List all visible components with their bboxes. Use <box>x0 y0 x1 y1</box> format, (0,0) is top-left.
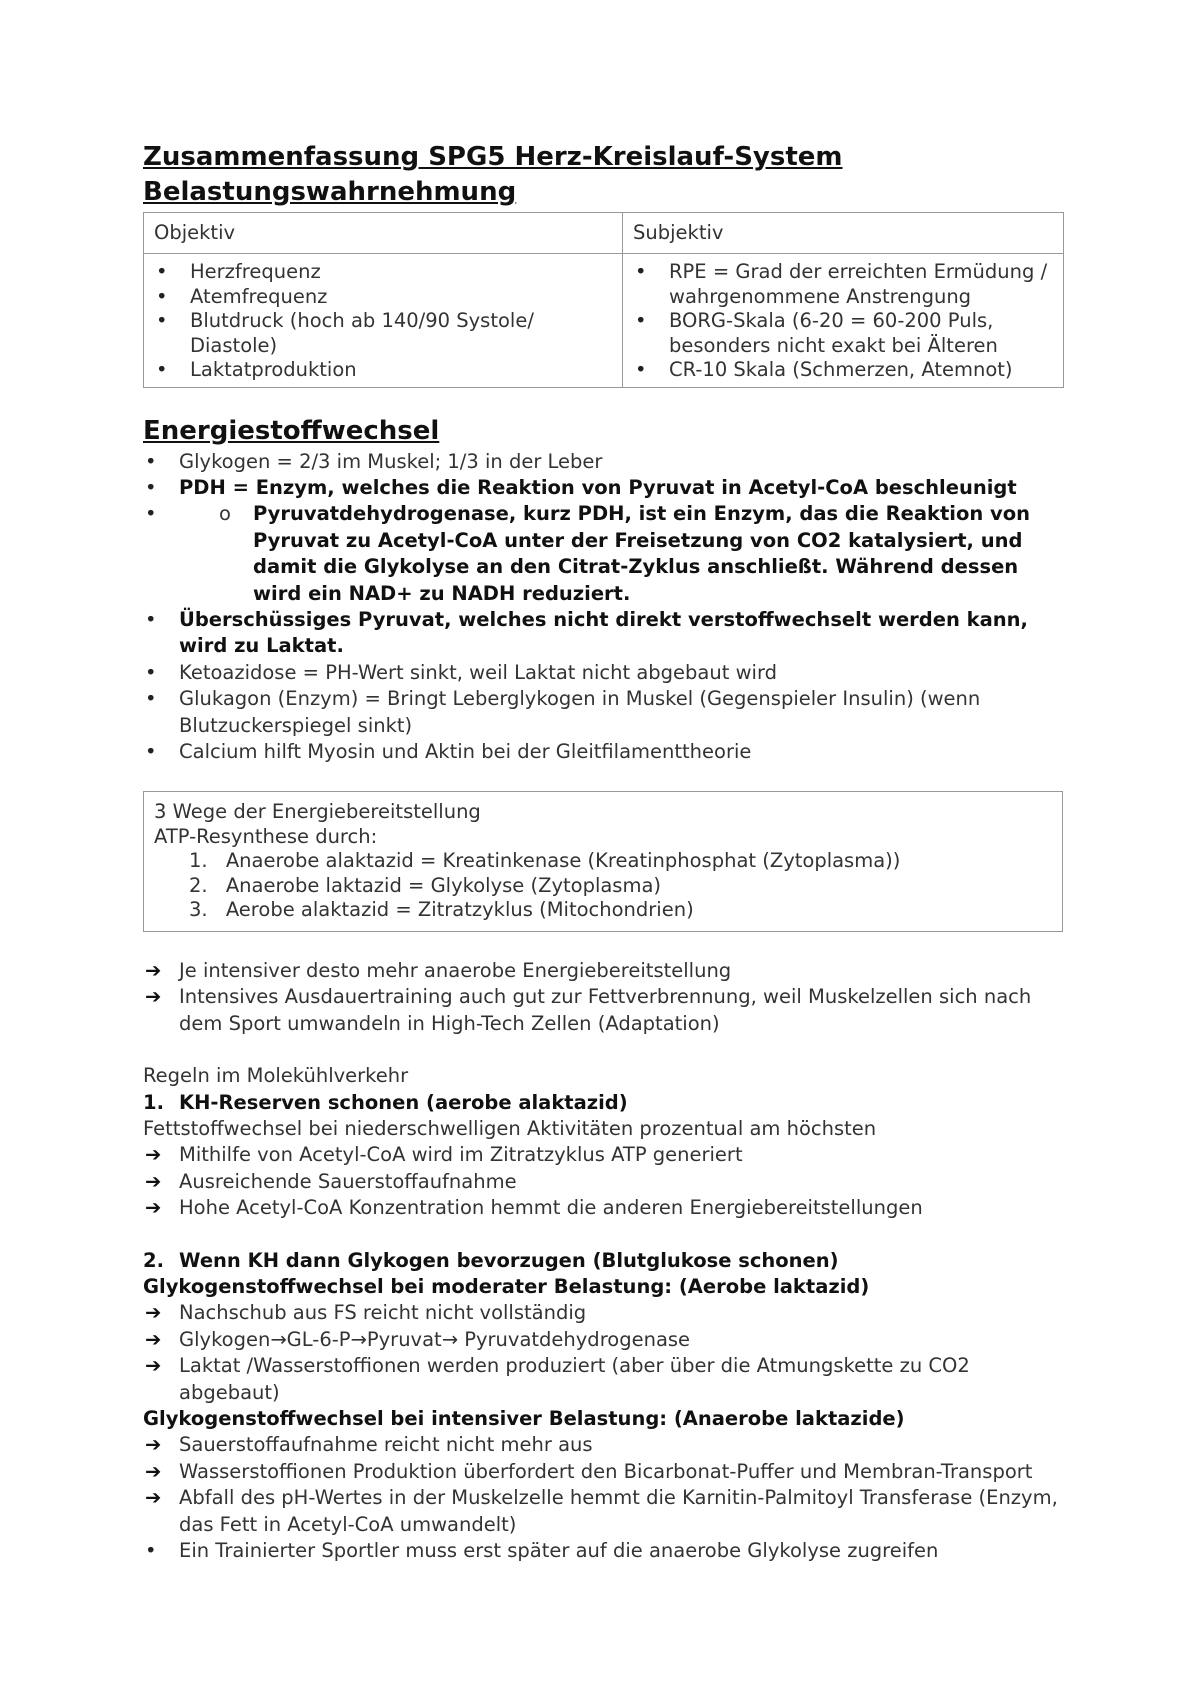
belastung-table <box>143 212 1064 388</box>
list-item <box>143 475 1063 501</box>
list-item: • RPE = Grad der erreichten Ermüdung / wahrgenommene Anstrengung <box>623 260 1063 309</box>
list-item-text: Wasserstoffionen Produktion überfordert den Bicarbonat-Puffer und Membran-Transport <box>179 1459 1033 1483</box>
list-item-text: Glykogen→GL-6-P→Pyruvat→ Pyruvatdehydrogenase <box>179 1327 691 1351</box>
rule-number: 2. <box>143 1248 164 1272</box>
list-item-text: Je intensiver desto mehr anaerobe Energiebereitstellung <box>179 958 732 982</box>
box-subtitle: ATP-Resynthese durch: <box>154 824 378 848</box>
list-number: 3. <box>189 898 208 922</box>
arrow-icon: ➔ <box>145 1459 162 1483</box>
list-item-text: Nachschub aus FS reicht nicht vollständig <box>179 1301 587 1325</box>
list-item <box>143 984 1063 1037</box>
arrow-icon: ➔ <box>145 985 162 1009</box>
list-item-text: Anaerobe alaktazid = Kreatinkenase (Kreatinphosphat (Zytoplasma)) <box>225 849 901 873</box>
list-item: • Calcium hilft Myosin und Aktin bei der Gleitfilamenttheorie <box>143 739 1063 765</box>
list-item <box>154 849 1052 874</box>
list-item <box>143 1142 1063 1168</box>
section-heading-energie: Energiestoffwechsel <box>143 415 440 446</box>
document-title: Zusammenfassung SPG5 Herz-Kreislauf-System <box>143 142 843 172</box>
list-item-text: Pyruvatdehydrogenase, kurz PDH, ist ein Enzym, das die Reaktion von Pyruvat zu Acetyl-CoA unter der Freisetzung von CO2 katalysiert, und damit die Glykolyse an den Citrat-Zyklus anschließt. Während dessen wird ein NAD+ zu NADH reduziert. <box>253 502 1031 605</box>
list-item <box>143 607 1063 660</box>
list-number: 2. <box>189 873 208 897</box>
section-heading-belastung: Belastungswahrnehmung <box>143 177 517 207</box>
rule-2-heading <box>143 1248 1063 1274</box>
list-item <box>143 1432 1063 1458</box>
list-number: 1. <box>189 849 208 873</box>
list-item-text: Aerobe alaktazid = Zitratzyklus (Mitochondrien) <box>225 898 694 922</box>
list-item: • Ketoazidose = PH-Wert sinkt, weil Laktat nicht abgebaut wird <box>143 660 1063 686</box>
arrow-icon: ➔ <box>145 1433 162 1457</box>
list-item-text: Mithilfe von Acetyl-CoA wird im Zitratzyklus ATP generiert <box>179 1143 743 1167</box>
arrow-icon: ➔ <box>145 1169 162 1193</box>
rule-2-subheading-intensiv: Glykogenstoffwechsel bei intensiver Belastung: (Anaerobe laktazide) <box>143 1406 905 1430</box>
list-item-text: Intensives Ausdauertraining auch gut zur Fettverbrennung, weil Muskelzellen sich nach dem Sport umwandeln in High-Tech Zellen (Adaptation) <box>179 985 1032 1035</box>
list-item: • Laktatproduktion <box>144 358 622 383</box>
arrow-icon: ➔ <box>145 1301 162 1325</box>
rule-2-subheading-moderat: Glykogenstoffwechsel bei moderater Belastung: (Aerobe laktazid) <box>143 1274 870 1298</box>
energiebereitstellung-box <box>143 791 1063 932</box>
list-item: • Glykogen = 2/3 im Muskel; 1/3 in der Leber <box>143 449 1063 475</box>
regeln-heading: Regeln im Molekühlverkehr <box>143 1064 409 1088</box>
rule-text: KH-Reserven schonen (aerobe alaktazid) <box>179 1090 628 1114</box>
list-item: • Glukagon (Enzym) = Bringt Leberglykogen in Muskel (Gegenspieler Insulin) (wenn Blutzuckerspiegel sinkt) <box>143 686 1063 739</box>
rule-1-heading <box>143 1090 1063 1116</box>
list-item <box>143 1300 1063 1326</box>
list-item: • BORG-Skala (6-20 = 60-200 Puls, besonders nicht exakt bei Älteren <box>623 309 1063 358</box>
intens-list <box>143 958 1063 1037</box>
list-item-text: Anaerobe laktazid = Glykolyse (Zytoplasma) <box>225 873 662 897</box>
arrow-icon: ➔ <box>145 1143 162 1167</box>
list-item <box>143 1485 1063 1538</box>
list-item: • Ein Trainierter Sportler muss erst später auf die anaerobe Glykolyse zugreifen <box>143 1538 1063 1564</box>
list-item <box>143 1459 1063 1485</box>
table-header-subjektiv: Subjektiv <box>623 213 1064 254</box>
rule-text: Wenn KH dann Glykogen bevorzugen (Blutglukose schonen) <box>179 1248 839 1272</box>
list-item <box>154 874 1052 899</box>
list-item <box>154 898 1052 923</box>
list-item: • Atemfrequenz <box>144 285 622 310</box>
list-item-text: Abfall des pH-Wertes in der Muskelzelle hemmt die Karnitin-Palmitoyl Transferase (Enzym, das Fett in Acetyl-CoA umwandelt) <box>179 1486 1058 1536</box>
rule-2-list-moderat <box>143 1300 1063 1406</box>
document-page <box>143 140 1063 1564</box>
circle-bullet-icon: • o <box>219 502 231 526</box>
arrow-icon: ➔ <box>145 1196 162 1220</box>
arrow-icon: ➔ <box>145 1327 162 1351</box>
list-sub-item <box>143 501 1063 607</box>
list-item <box>143 1353 1063 1406</box>
arrow-icon: ➔ <box>145 1354 162 1378</box>
table-cell-objektiv <box>144 254 623 388</box>
arrow-icon: ➔ <box>145 958 162 982</box>
list-item <box>143 1195 1063 1221</box>
list-item-text: Hohe Acetyl-CoA Konzentration hemmt die anderen Energiebereitstellungen <box>179 1196 923 1220</box>
list-item-text: PDH = Enzym, welches die Reaktion von Pyruvat in Acetyl-CoA beschleunigt <box>179 475 1017 499</box>
list-item <box>143 1327 1063 1353</box>
rule-number: 1. <box>143 1090 164 1114</box>
rule-2-list-intensiv <box>143 1432 1063 1538</box>
list-item-text: Ausreichende Sauerstoffaufnahme <box>179 1169 517 1193</box>
arrow-icon: ➔ <box>145 1486 162 1510</box>
box-title: 3 Wege der Energiebereitstellung <box>154 800 481 824</box>
list-item: • Blutdruck (hoch ab 140/90 Systole/ Diastole) <box>144 309 622 358</box>
list-item-text: Überschüssiges Pyruvat, welches nicht direkt verstoffwechselt werden kann, wird zu Laktat. <box>179 607 1028 658</box>
rule-1-list <box>143 1142 1063 1221</box>
final-list <box>143 1538 1063 1564</box>
rule-1-subtext: Fettstoffwechsel bei niederschwelligen Aktivitäten prozentual am höchsten <box>143 1116 877 1140</box>
table-cell-subjektiv <box>623 254 1064 388</box>
list-item <box>143 958 1063 984</box>
list-item-text: Sauerstoffaufnahme reicht nicht mehr aus <box>179 1433 593 1457</box>
list-item: • CR-10 Skala (Schmerzen, Atemnot) <box>623 358 1063 383</box>
list-item-text: Laktat /Wasserstoffionen werden produziert (aber über die Atmungskette zu CO2 abgebaut) <box>179 1354 970 1404</box>
table-header-objektiv: Objektiv <box>144 213 623 254</box>
list-item: • Herzfrequenz <box>144 260 622 285</box>
energie-list <box>143 449 1063 766</box>
list-item <box>143 1169 1063 1195</box>
